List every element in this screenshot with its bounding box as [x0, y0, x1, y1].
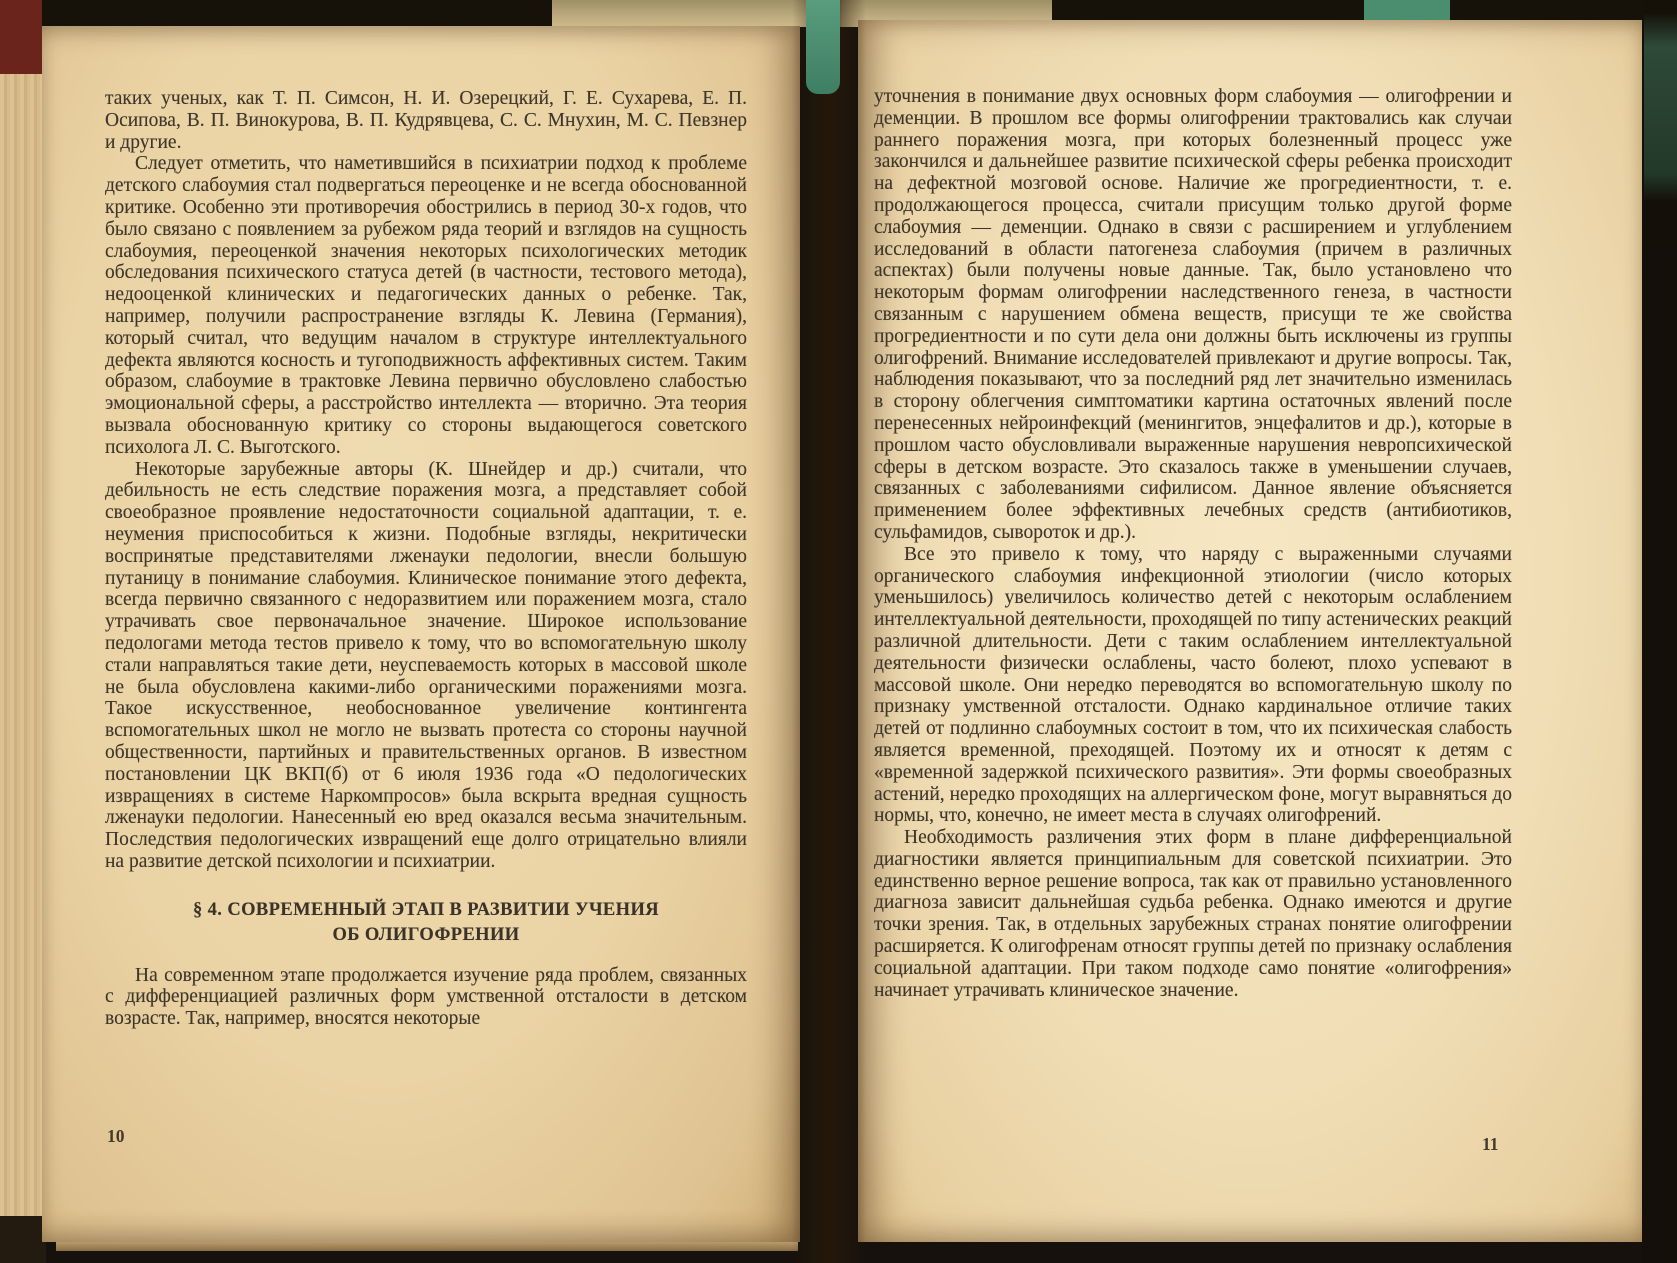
paragraph: таких ученых, как Т. П. Симсон, Н. И. Озерецкий, Г. Е. Сухарева, Е. П. Осипова, В. П. Винокурова, В. П. Кудрявцева, С. С. Мнухин, М. С. Певзнер и другие.	[105, 88, 747, 153]
paragraph: Следует отметить, что наметившийся в психиатрии подход к проблеме детского слабоумия стал подвергаться переоценке и не всегда обоснованной критике. Особенно эти противоречия обострились в период 30-х годов, что было связано с появлением за рубежом ряда теорий и взглядов на сущность слабоумия, переоценкой значения некоторых психологических методик обследования психического статуса детей (в частности, тестового метода), недооценкой клинических и педагогических данных о ребенке. Так, например, получили распространение взгляды К. Левина (Германия), который считал, что ведущим началом в структуре интеллектуального дефекта являются косность и тугоподвижность аффективных систем. Таким образом, слабоумие в трактовке Левина первично обусловлено слабостью эмоциональной сферы, а расстройство интеллекта — вторично. Эта теория вызвала обоснованную критику со стороны выдающегося советского психолога Л. С. Выготского.	[105, 153, 747, 458]
paragraph: уточнения в понимание двух основных форм слабоумия — олигофрении и деменции. В прошлом все формы олигофрении трактовались как случаи раннего поражения мозга, при которых болезненный процесс уже закончился и дальнейшее развитие психической сферы ребенка происходит на дефектной мозговой основе. Наличие же прогредиентности, т. е. продолжающегося процесса, считали присущим только другой форме слабоумия — деменции. Однако в связи с расширением и углублением исследований в области патогенеза слабоумия (причем в различных аспектах) были получены новые данные. Так, было установлено что некоторым формам олигофрении наследственного генеза, в частности связанным с нарушением обмена веществ, присущи те же свойства прогредиентности и по сути дела они должны быть исключены из группы олигофрений. Внимание исследователей привлекают и другие вопросы. Так, наблюдения показывают, что за последний ряд лет значительно изменилась в сторону облегчения симптоматики картина остаточных явлений после перенесенных нейроинфекций (менингитов, энцефалитов и др.), которые в прошлом часто обусловливали выраженные нарушения невропсихической сферы в детском возрасте. Это сказалось также в уменьшении случаев, связанных с заболеваниями сифилисом. Данное явление объясняется применением более эффективных лечебных средств (антибиотиков, сульфамидов, сывороток и др.).	[874, 86, 1512, 543]
scan-shadow-bottom-left	[0, 1216, 46, 1263]
page-number-left: 10	[107, 1126, 125, 1146]
paragraph: Все это привело к тому, что наряду с выраженными случаями органического слабоумия инфекционной этиологии (число которых уменьшилось) увеличилось количество детей с некоторым ослаблением интеллектуальной деятельности, проходящей по типу астенических реакций различной длительности. Дети с таким ослаблением интеллектуальной деятельности физически ослаблены, часто болеют, плохо успевают в массовой школе. Они нередко переводятся во вспомогательную школу по признаку умственной отсталости. Однако кардинальное отличие таких детей от подлинно слабоумных состоит в том, что их психическая слабость является временной, преходящей. Поэтому их и относят к детям с «временной задержкой психического развития». Эти формы своеобразных астений, нередко проходящих на аллергическом фоне, могут выравняться до нормы, что, конечно, не имеет места в случаях олигофрений.	[874, 543, 1512, 827]
section-heading-line1: § 4. СОВРЕМЕННЫЙ ЭТАП В РАЗВИТИИ УЧЕНИЯ	[192, 899, 659, 920]
section-heading	[105, 898, 747, 948]
left-page-text-column	[105, 88, 747, 1180]
section-heading-line2: ОБ ОЛИГОФРЕНИИ	[332, 924, 520, 945]
scan-shadow-right-edge	[1642, 0, 1677, 1263]
paragraph: На современном этапе продолжается изучение ряда проблем, связанных с дифференциацией различных форм умственной отсталости в детском возрасте. Так, например, вносятся некоторые	[105, 964, 747, 1030]
book-cover-corner	[0, 0, 42, 80]
page-number-right: 11	[1482, 1134, 1499, 1154]
right-page-text-column	[874, 86, 1512, 1212]
paragraph: Необходимость различения этих форм в плане дифференциальной диагностики является принципиальным для советской психиатрии. Это единственно верное решение вопроса, так как от правильно установленного диагноза зависит дальнейшая судьба ребенка. Однако имеются и другие точки зрения. Так, в отдельных зарубежных странах понятие олигофрении расширяется. К олигофренам относят группы детей по признаку ослабления социальной адаптации. При таком подходе само понятие «олигофрения» начинает утрачивать клиническое значение.	[874, 827, 1512, 1001]
book-gutter-shadow	[792, 0, 866, 1263]
book-spine-cloth-top	[806, 0, 840, 94]
book-cover-cloth-top	[1364, 0, 1450, 21]
paragraph: Некоторые зарубежные авторы (К. Шнейдер и др.) считали, что дебильность не есть следствие поражения мозга, а представляет собой своеобразное проявление недостаточности социальной адаптации, т. е. неумения приспособиться к жизни. Подобные взгляды, некритически воспринятые представителями лженауки педологии, внесли большую путаницу в понимание слабоумия. Клиническое понимание этого дефекта, всегда первично связанного с недоразвитием или поражением мозга, стало утрачивать свое первоначальное значение. Широкое использование педологами метода тестов привело к тому, что во вспомогательную школу стали направляться такие дети, неуспеваемость которых в массовой школе не была обусловлена какими-либо органическими поражениями мозга. Такое искусственное, необоснованное увеличение контингента вспомогательных школ не могло не вызвать протеста со стороны научной общественности, партийных и правительственных органов. В известном постановлении ЦК ВКП(б) от 6 июля 1936 года «О педологических извращениях в системе Наркомпросов» была вскрыта вредная сущность лженауки педологии. Нанесенный ею вред оказался весьма значительным. Последствия педологических извращений еще долго отрицательно влияли на развитие детской психологии и психиатрии.	[105, 458, 747, 872]
book-fore-edge-pages	[0, 74, 46, 1242]
